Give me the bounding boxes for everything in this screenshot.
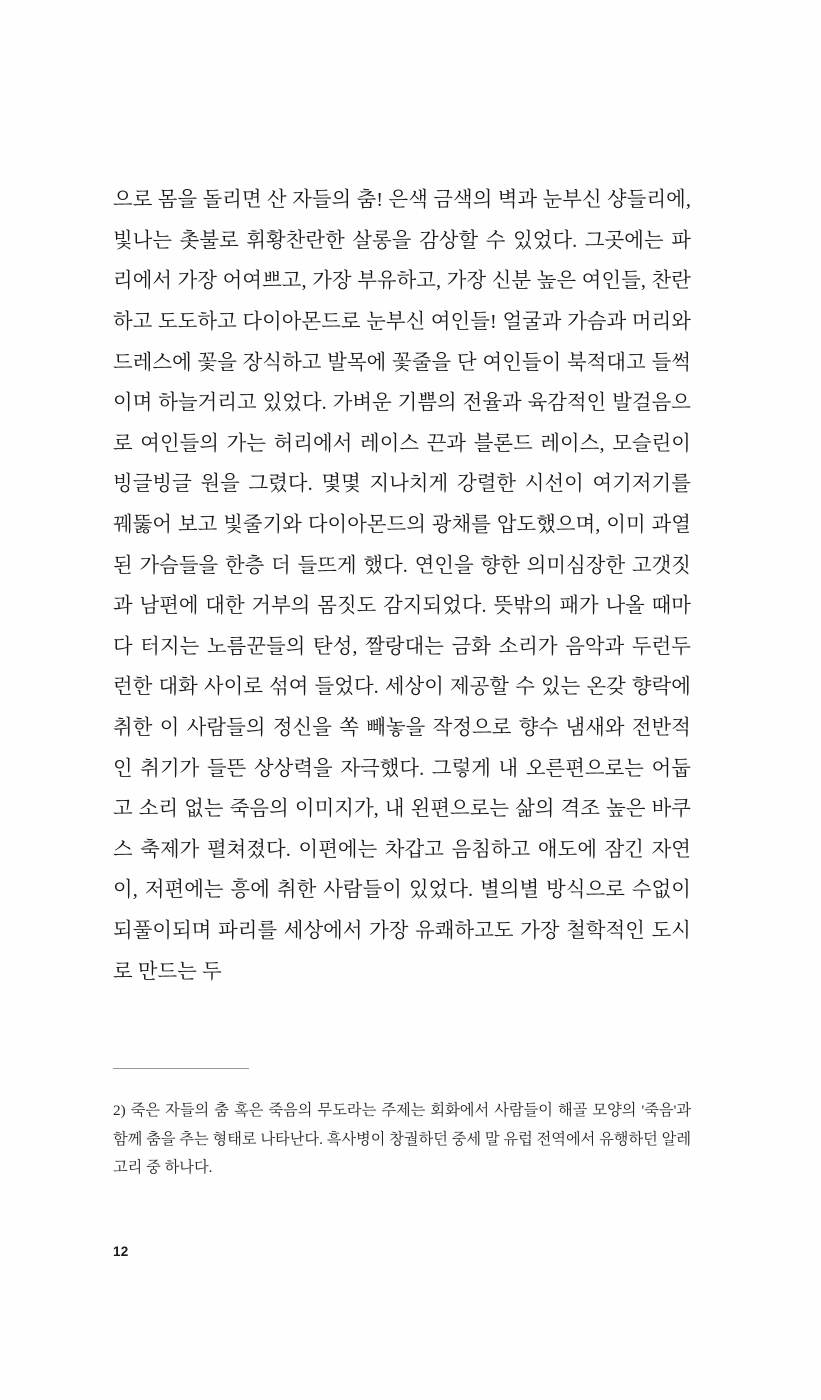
page-number: 12 [113, 1244, 129, 1259]
main-body-paragraph: 으로 몸을 돌리면 산 자들의 춤! 은색 금색의 벽과 눈부신 샹들리에, 빛나는 촛불로 휘황찬란한 살롱을 감상할 수 있었다. 그곳에는 파리에서 가장 어여쁘고, 가장 부유하고, 가장 신분 높은 여인들, 찬란하고 도도하고 다이아몬드로 눈부신 여인들! 얼굴과 가슴과 머리와 드레스에 꽃을 장식하고 발목에 꽃줄을 단 여인들이 북적대고 들썩이며 하늘거리고 있었다. 가벼운 기쁨의 전율과 육감적인 발걸음으로 여인들의 가는 허리에서 레이스 끈과 블론드 레이스, 모슬린이 빙글빙글 원을 그렸다. 몇몇 지나치게 강렬한 시선이 여기저기를 꿰뚫어 보고 빛줄기와 다이아몬드의 광채를 압도했으며, 이미 과열된 가슴들을 한층 더 들뜨게 했다. 연인을 향한 의미심장한 고갯짓과 남편에 대한 거부의 몸짓도 감지되었다. 뜻밖의 패가 나올 때마다 터지는 노름꾼들의 탄성, 짤랑대는 금화 소리가 음악과 두런두런한 대화 사이로 섞여 들었다. 세상이 제공할 수 있는 온갖 향락에 취한 이 사람들의 정신을 쏙 빼놓을 작정으로 향수 냄새와 전반적인 취기가 들뜬 상상력을 자극했다. 그렇게 내 오른편으로는 어둡고 소리 없는 죽음의 이미지가, 내 왼편으로는 삶의 격조 높은 바쿠스 축제가 펼쳐졌다. 이편에는 차갑고 음침하고 애도에 잠긴 자연이, 저편에는 흥에 취한 사람들이 있었다. 별의별 방식으로 수없이 되풀이되며 파리를 세상에서 가장 유쾌하고도 가장 철학적인 도시로 만드는 두 [113, 189, 691, 983]
footnote-separator-rule [113, 1068, 249, 1069]
footnote-text: 2) 죽은 자들의 춤 혹은 죽음의 무도라는 주제는 회화에서 사람들이 해골 모양의 '죽음'과 함께 춤을 추는 형태로 나타난다. 흑사병이 창궐하던 중세 말 유럽 전역에서 유행하던 알레고리 중 하나다. [113, 1102, 691, 1177]
